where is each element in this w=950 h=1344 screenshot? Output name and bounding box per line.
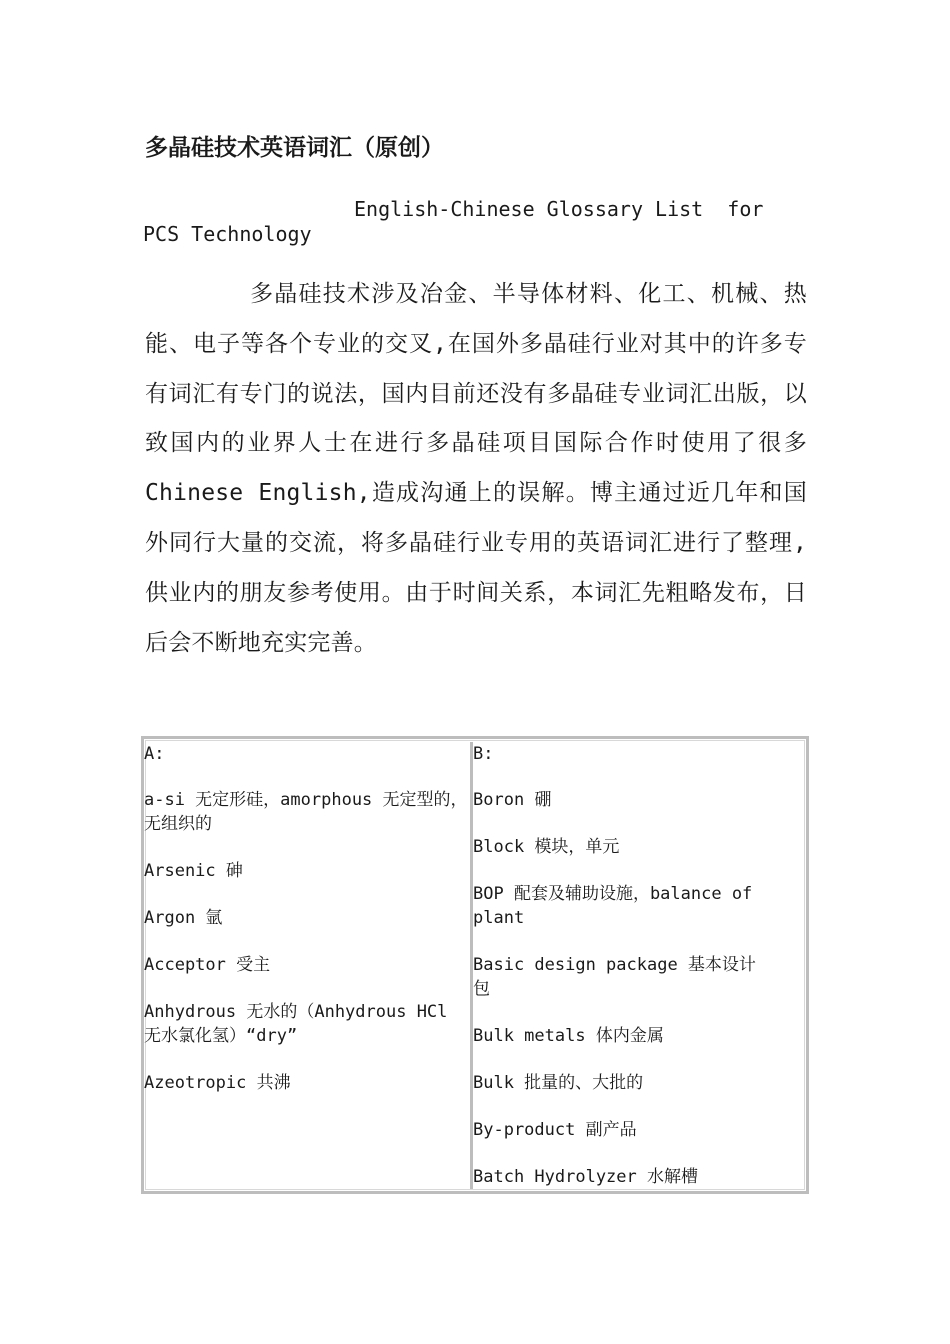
glossary-entry: Acceptor 受主 [144, 955, 271, 975]
glossary-entry: Block 模块，单元 [473, 837, 620, 857]
document-subtitle [143, 197, 783, 247]
glossary-entry: Anhydrous 无水的（Anhydrous HCl 无水氯化氢）“dry” [144, 1002, 448, 1046]
glossary-entry: Azeotropic 共沸 [144, 1073, 291, 1093]
glossary-entry: BOP 配套及辅助设施，balance of plant [473, 884, 753, 928]
glossary-entry: Batch Hydrolyzer 水解槽 [473, 1167, 698, 1187]
intro-paragraph: 多晶硅技术涉及冶金、半导体材料、化工、机械、热能、电子等各个专业的交叉,在国外多晶硅行业对其中的许多专有词汇有专门的说法，国内目前还没有多晶硅专业词汇出版，以致国内的业界人士在进行多晶硅项目国际合作时使用了很多Chinese English,造成沟通上的误解。博主通过近几年和国外同行大量的交流，将多晶硅行业专用的英语词汇进行了整理,供业内的朋友参考使用。由于时间关系，本词汇先粗略发布，日后会不断地充实完善。 [145, 281, 807, 656]
glossary-table [141, 736, 809, 1194]
glossary-entry: a-si 无定形硅，amorphous 无定型的，无组织的 [144, 790, 468, 834]
column-heading-b: B: [473, 744, 494, 764]
subtitle-line-2: PCS Technology [143, 222, 312, 246]
glossary-column-a [144, 742, 473, 1189]
glossary-entry: Bulk metals 体内金属 [473, 1026, 664, 1046]
glossary-entry: By-product 副产品 [473, 1120, 637, 1140]
glossary-entry: Arsenic 砷 [144, 861, 243, 881]
glossary-entry: Boron 硼 [473, 790, 552, 810]
column-heading-a: A: [144, 744, 165, 764]
glossary-entry: Argon 氩 [144, 908, 223, 928]
glossary-column-b [473, 742, 806, 1189]
glossary-entry: Bulk 批量的、大批的 [473, 1073, 644, 1093]
subtitle-line-1: English-Chinese Glossary List for [354, 197, 764, 221]
glossary-entry: Basic design package 基本设计包 [473, 955, 756, 999]
page-title: 多晶硅技术英语词汇（原创） [145, 135, 444, 161]
